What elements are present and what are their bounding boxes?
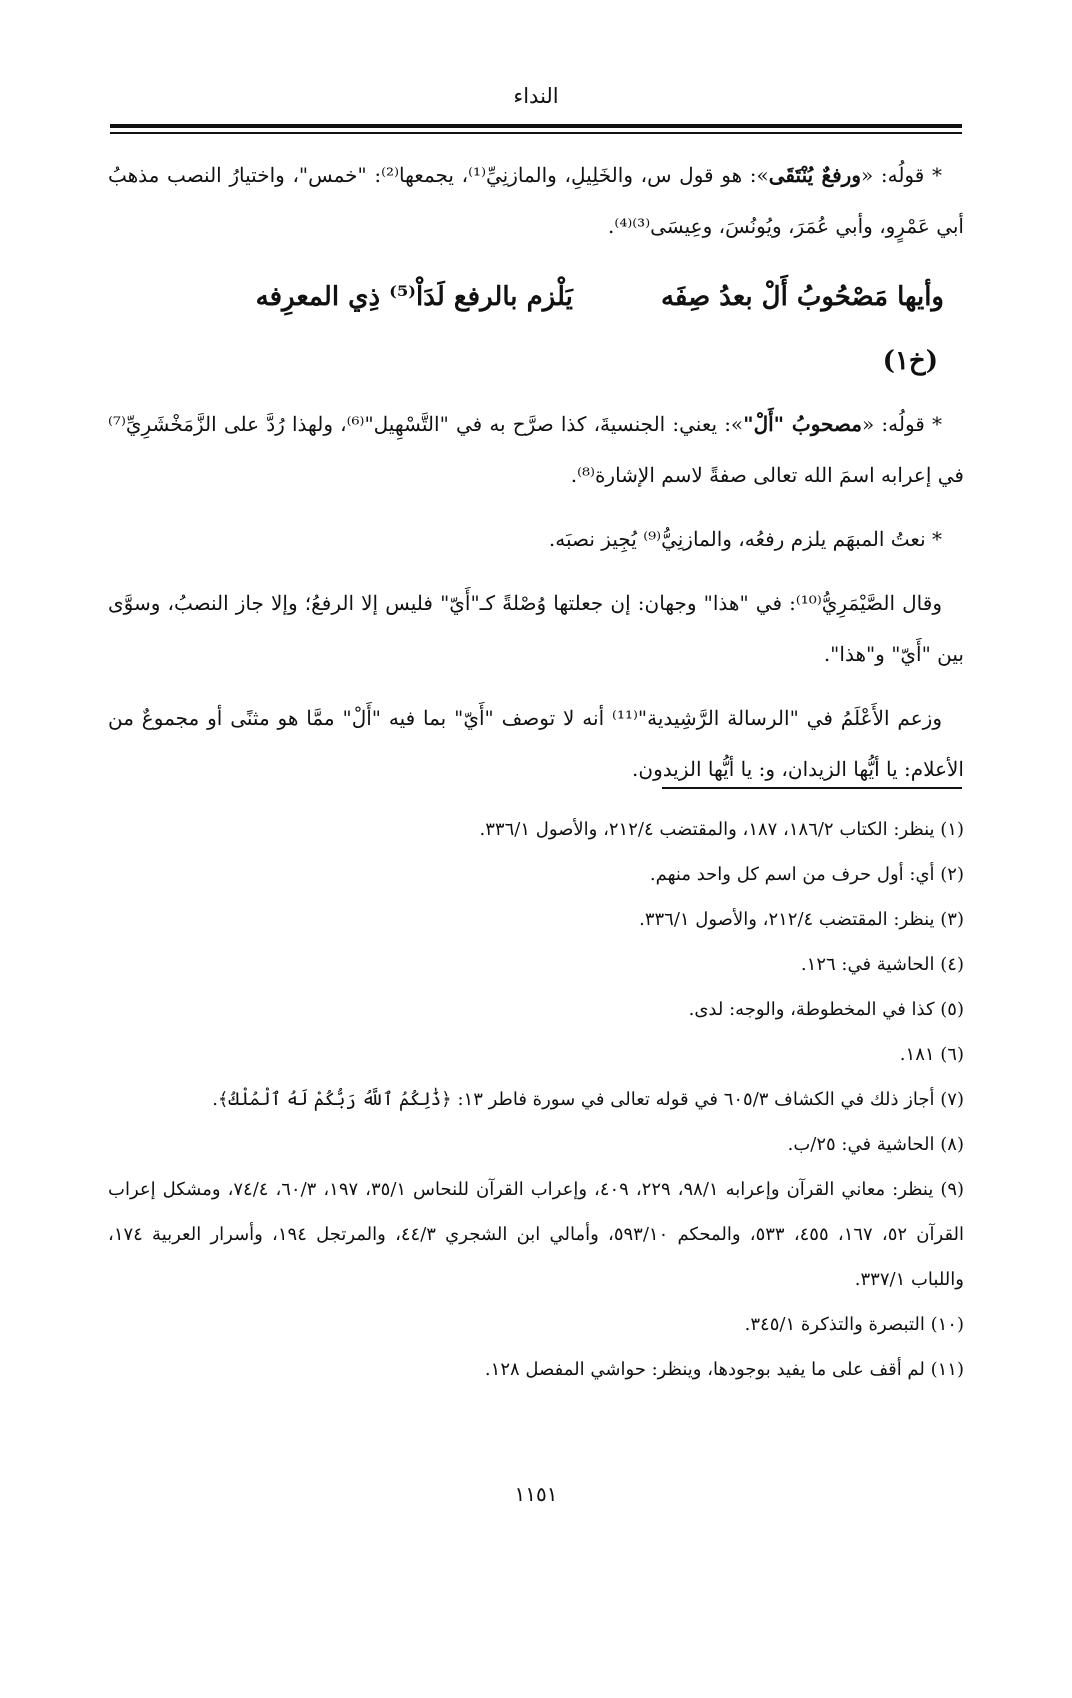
footnote-separator [662,787,962,789]
footnote-7: (٧) أجاز ذلك في الكشاف ٦٠٥/٣ في قوله تعالى في سورة فاطر ١٣: ﴿ذَٰلِكُمُ ٱللَّهُ رَبُّكُمْ لَهُ ٱلْمُلْكُ﴾. [212,1089,964,1110]
paragraph-text: »: يعني: الجنسيةَ، كذا صرَّح به في "التَّسْهِيل"⁽⁶⁾، ولهذا رُدَّ على الزَّمَخْشَرِيِّ⁽⁷⁾ في إعرابه اسمَ الله تعالى صفةً لاسم الإشارة⁽⁸⁾. [108,412,964,487]
footnote-5: (٥) كذا في المخطوطة، والوجه: لدى. [688,999,964,1020]
footnote-4: (٤) الحاشية في: ١٢٦. [800,954,964,975]
manuscript-tag: (خ١) [882,346,938,376]
footnote-10: (١٠) التبصرة والتذكرة ٣٤٥/١. [744,1314,964,1335]
paragraph-text: * نعتُ المبهَم يلزم رفعُه، والمازنِيُّ⁽⁹⁾ يُجِيز نصبَه. [548,527,942,551]
paragraph-text: »: هو قول س، والخَلِيلِ، والمازنِيِّ⁽¹⁾، يجمعها⁽²⁾: "خمس"، واختيارُ النصب مذهبُ أبي عَمْرٍو، وأبي عُمَرَ، ويُونُسَ، وعِيسَى⁽³⁾⁽⁴⁾. [108,163,964,238]
header-rule-thick [110,124,962,128]
commentary-paragraph-1 [108,150,964,252]
paragraph-text: وزعم الأَعْلَمُ في "الرسالة الرَّشِيدية"⁽¹¹⁾ أنه لا توصف "أَيّ" بما فيه "أَلْ" ممَّا هو مثنًى أو مجموعٌ من الأعلام: يا أيُّها الزيدان، و: يا أيُّها الزيدون. [108,706,964,781]
footnote-9: (٩) ينظر: معاني القرآن وإعرابه ٩٨/١، ٢٢٩، ٤٠٩، وإعراب القرآن للنحاس ٣٥/١، ١٩٧، ٦٠/٣، ٧٤/٤، ومشكل إعراب القرآن ٥٢، ١٦٧، ٤٥٥، ٥٣٣، والمحكم ٥٩٣/١٠، وأمالي ابن الشجري ٤٤/٣، والمرتجل ١٩٤، وأسرار العربية ١٧٤، واللباب ٣٣٧/١. [108,1179,965,1290]
footnote-3: (٣) ينظر: المقتضب ٢١٢/٤، والأصول ٣٣٦/١. [639,909,964,930]
footnote-6: (٦) ١٨١. [899,1044,964,1065]
paragraph-lead: * قولُه: « [860,163,942,187]
commentary-paragraph-4 [108,578,964,680]
commentary-paragraph-3 [108,514,964,565]
commentary-paragraph-5 [108,693,964,795]
poem-verse [108,265,964,393]
quoted-verse-phrase: مصحوبُ "أَلْ" [743,412,862,436]
running-header: النداء [513,84,559,108]
paragraph-lead: * قولُه: « [862,412,942,436]
header-rule-thin [110,132,962,134]
page-number: ١١٥١ [514,1482,558,1506]
paragraph-text: وقال الصَّيْمَرِيُّ⁽¹⁰⁾: في "هذا" وجهان: إن جعلتها وُصْلةً كـ"أَيّ" فليس إلا الرفعُ؛ وإلا جاز النصبُ، وسوَّى بين "أَيّ" و"هذا". [108,591,964,666]
main-text [108,150,964,808]
verse-first-hemistich: وأيها مَصْحُوبُ أَلْ بعدُ صِفَه [660,282,944,312]
verse-second-hemistich: يَلْزم بالرفع لَدَاْ⁽⁵⁾ ذِي المعرِفه [255,282,573,312]
footnote-8: (٨) الحاشية في: ٢٥/ب. [787,1134,964,1155]
quoted-verse-phrase: ورفعٌ يُنْتَقَى [768,163,861,187]
footnote-11: (١١) لم أقف على ما يفيد بوجودها، وينظر: حواشي المفصل ١٢٨. [484,1359,964,1380]
footnote-1: (١) ينظر: الكتاب ١٨٦/٢، ١٨٧، والمقتضب ٢١٢/٤، والأصول ٣٣٦/١. [479,819,964,840]
commentary-paragraph-2 [108,399,964,501]
footnote-2: (٢) أي: أول حرف من اسم كل واحد منهم. [649,864,964,885]
footnotes [108,807,964,1392]
